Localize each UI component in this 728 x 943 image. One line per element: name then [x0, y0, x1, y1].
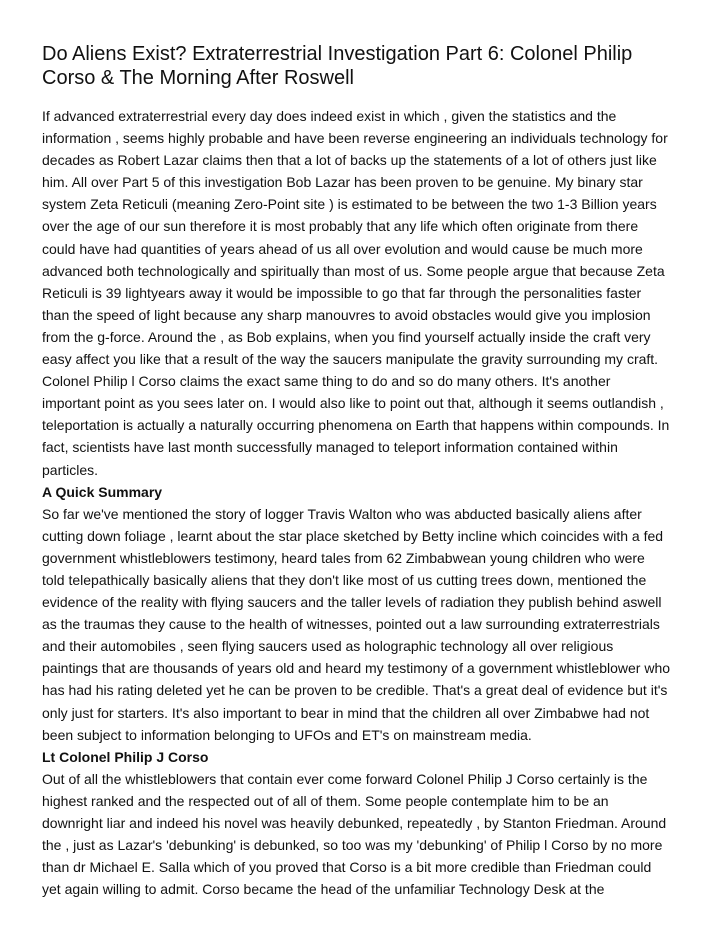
text-line: than dr Michael E. Salla which of you proved that Corso is a bit more credible than Friedman could — [42, 859, 652, 876]
text-line: fact, scientists have last month successfully managed to teleport information contained within — [42, 439, 618, 456]
title-line-1: Do Aliens Exist? Extraterrestrial Investigation Part 6: Colonel Philip — [42, 43, 633, 65]
text-line: easy affect you like that a result of the way the saucers manipulate the gravity surrounding my craft. — [42, 351, 659, 368]
text-line: as the traumas they cause to the health of witnesses, pointed out a law surrounding extraterrestrials — [42, 616, 660, 633]
text-line: paintings that are thousands of years old and heard my testimony of a government whistleblower who — [42, 660, 671, 677]
title-line-2: Corso & The Morning After Roswell — [42, 67, 354, 89]
text-line: from the g-force. Around the , as Bob explains, when you find yourself actually inside the craft very — [42, 328, 651, 345]
text-line: advanced both technologically and spiritually than most of us. Some people argue that because Zeta — [42, 262, 665, 279]
text-line: important point as you sees later on. I would also like to point out that, although it seems outlandish , — [42, 395, 664, 412]
text-line: cutting down foliage , learnt about the star place sketched by Betty incline which coincides with a fed — [42, 527, 664, 544]
text-line: information , seems highly probable and have been reverse engineering an individuals technology for — [42, 130, 668, 147]
summary-paragraph — [42, 503, 690, 746]
text-line: If advanced extraterrestrial every day does indeed exist in which , given the statistics and the — [42, 108, 617, 124]
corso-paragraph — [42, 768, 690, 901]
text-line: the , just as Lazar's 'debunking' is debunked, so too was my 'debunking' of Philip l Corso by no more — [42, 837, 663, 854]
document-title — [42, 42, 690, 90]
text-line: highest ranked and the respected out of all of them. Some people contemplate him to be an — [42, 792, 609, 809]
text-line: Out of all the whistleblowers that contain ever come forward Colonel Philip J Corso certainly is the — [42, 770, 648, 787]
text-line: government whistleblowers testimony, heard tales from 62 Zimbabwean young children who were — [42, 549, 645, 566]
article-body — [42, 105, 690, 900]
intro-paragraph — [42, 105, 690, 481]
text-line: him. All over Part 5 of this investigation Bob Lazar has been proven to be genuine. My binary star — [42, 174, 643, 191]
text-line: particles. — [42, 461, 99, 478]
text-line: system Zeta Reticuli (meaning Zero-Point site ) is estimated to be between the two 1-3 Billion years — [42, 196, 657, 213]
text-line: decades as Robert Lazar claims then that a lot of backs up the statements of a lot of others just like — [42, 152, 657, 169]
text-line: downright liar and indeed his novel was heavily debunked, repeatedly , by Stanton Friedman. Around — [42, 815, 667, 831]
text-line: teleportation is actually a naturally occurring phenomena on Earth that happens within compounds. In — [42, 417, 670, 434]
text-line: over the age of our sun therefore it is most probably that any life which often originate from there — [42, 218, 639, 235]
section-heading-summary: A Quick Summary — [42, 483, 163, 500]
document-page — [42, 42, 690, 900]
text-line: told telepathically basically aliens that they don't like most of us cutting trees down, mentioned the — [42, 571, 647, 588]
text-line: and their automobiles , seen flying saucers used as holographic technology all over religious — [42, 638, 614, 655]
text-line: evidence of the reality with flying saucers and the taller levels of radiation they publish behind aswell — [42, 594, 662, 611]
text-line: has had his rating deleted yet he can be proven to be credible. That's a great deal of evidence but it's — [42, 682, 668, 699]
text-line: Reticuli is 39 lightyears away it would be impossible to go that far through the personalities faster — [42, 284, 642, 301]
text-line: than the speed of light because any sharp manouvres to avoid obstacles would give you implosion — [42, 306, 651, 323]
text-line: yet again willing to admit. Corso became the head of the unfamiliar Technology Desk at the — [42, 881, 605, 898]
text-line: Colonel Philip l Corso claims the exact same thing to do and so do many others. It's another — [42, 373, 611, 390]
section-heading-corso: Lt Colonel Philip J Corso — [42, 748, 209, 765]
text-line: could have had quantities of years ahead of us all over evolution and would cause be much more — [42, 240, 643, 257]
text-line: been subject to information belonging to UFOs and ET's on mainstream media. — [42, 726, 532, 743]
text-line: only just for starters. It's also important to bear in mind that the children all over Zimbabwe had not — [42, 704, 650, 721]
text-line: So far we've mentioned the story of logger Travis Walton who was abducted basically aliens after — [42, 505, 642, 522]
